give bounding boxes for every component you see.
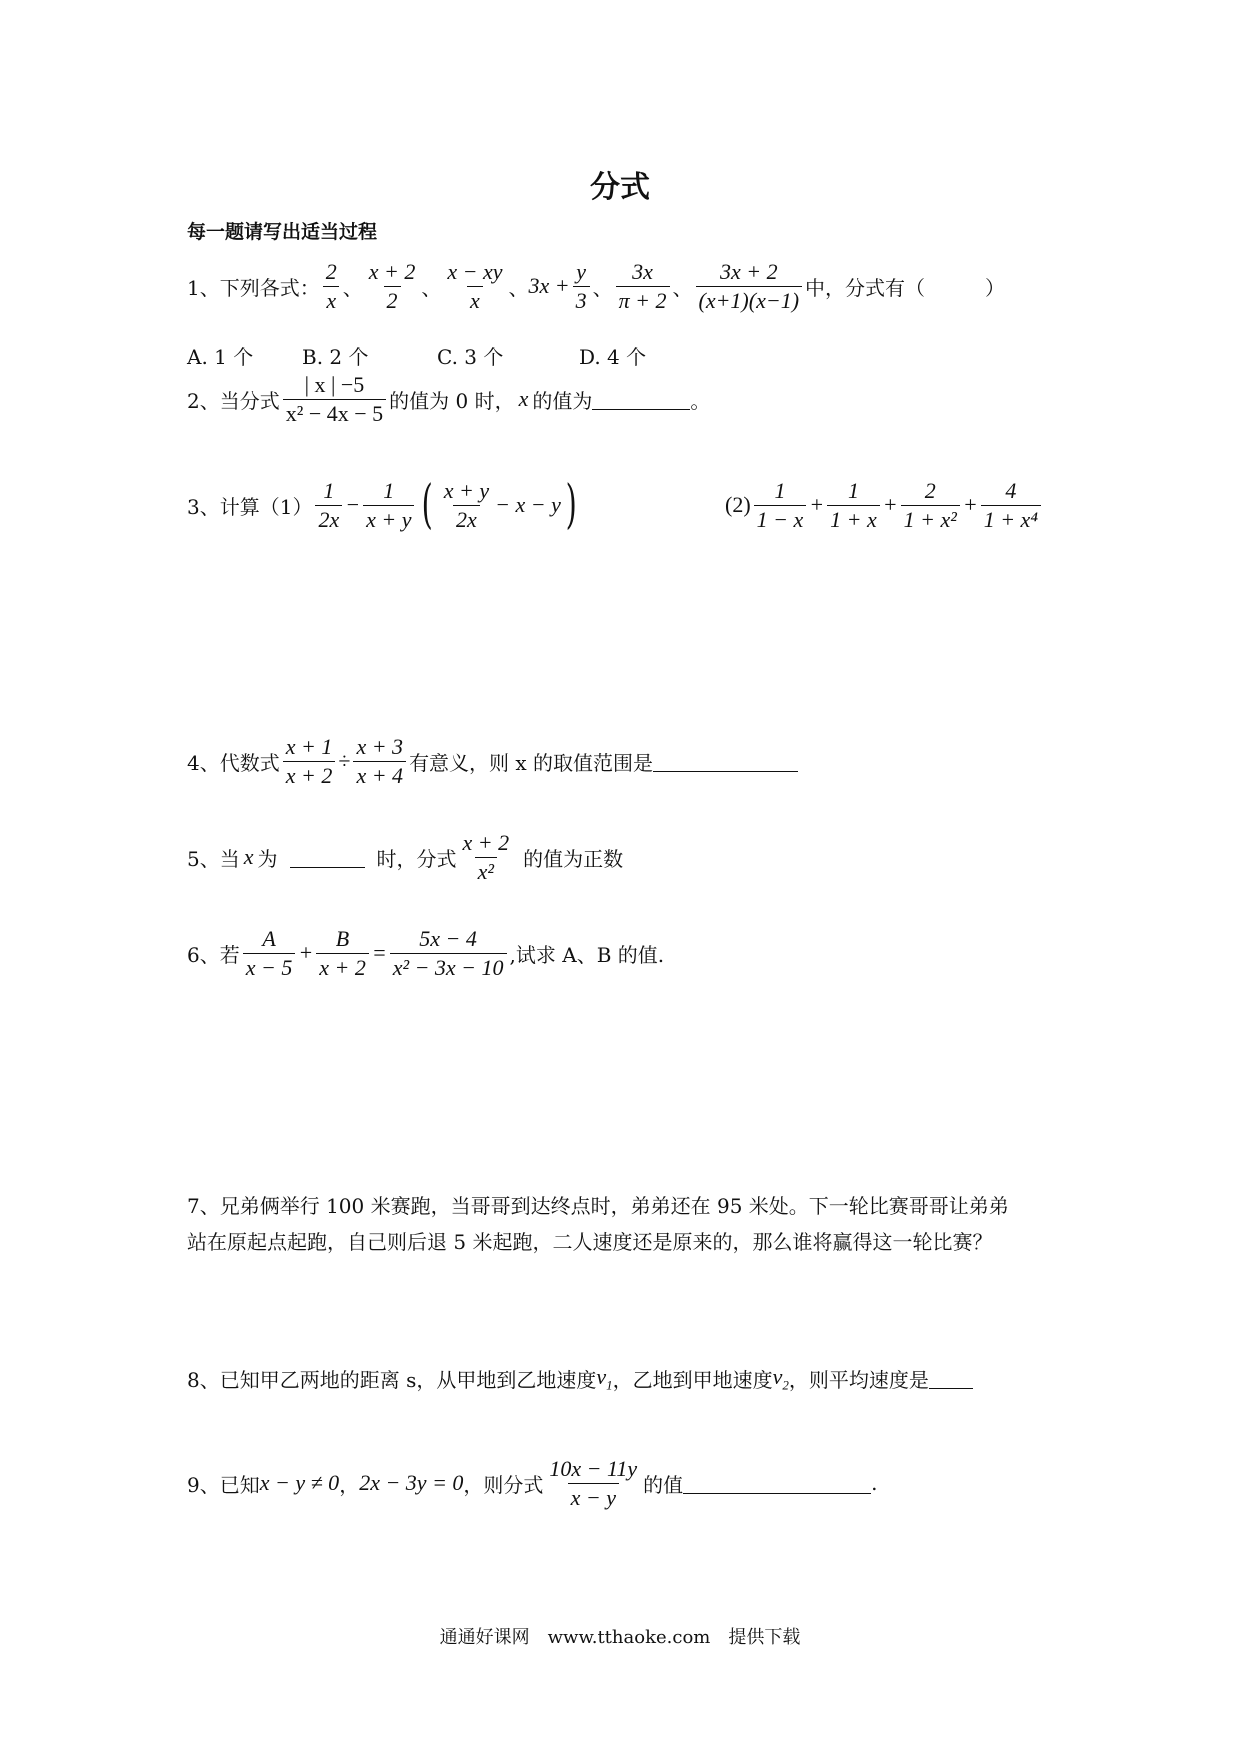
q8-answer-blank[interactable] xyxy=(929,1368,973,1389)
q1-fraction-1: $\frac{2}{x}$ xyxy=(323,258,340,314)
page-title: 分式 xyxy=(590,170,650,205)
q3-p2-fraction-4: $\frac{4}{\text{1 + x⁴}}$ xyxy=(981,477,1041,533)
q1-expr-4: 3x + xyxy=(528,273,570,298)
question-9: 9、已知 x − y ≠ 0 ， 2x − 3y = 0 ，则分式 $\frac{10x - 11y}{x - y}$ 的值 . xyxy=(187,1456,878,1510)
q3-p2-fraction-2: $\frac{1}{1 + x}$ xyxy=(827,477,880,533)
q3-p1-fraction-1: $\frac{1}{2x}$ xyxy=(315,477,342,533)
q1-option-b: B. 2 个 xyxy=(302,345,369,369)
footer: 通通好课网 www.tthaoke.com 提供下载 xyxy=(439,1627,801,1648)
question-5: 5、当 x 为 时，分式 $\frac{x + 2}{\text{x²}}$ 的值为正数 xyxy=(187,830,624,884)
q5-fraction: $\frac{x + 2}{\text{x²}}$ xyxy=(462,830,510,884)
q6-fraction-2: $\frac{B}{x + 2}$ xyxy=(316,925,369,981)
q1-fraction-5: $\frac{3x}{\pi + 2}$ xyxy=(616,258,670,314)
q1-fraction-6: $\frac{3x + 2}{(x+1)(x-1)}$ xyxy=(696,258,803,314)
q4-answer-blank[interactable] xyxy=(653,751,798,772)
question-3-part-2: (2) $\frac{1}{1 - x}$ + $\frac{1}{1 + x}$ + $\frac{2}{\text{1 + x²}}$ + $\frac{4}{\text{1 + x⁴}}$ xyxy=(725,477,1044,533)
q6-fraction-3: $\frac{5x - 4}{\text{x² − 3x − 10}}$ xyxy=(390,925,507,981)
q4-fraction-1: $\frac{x + 1}{x + 2}$ xyxy=(283,733,336,789)
question-7-line-1: 7、兄弟俩举行 100 米赛跑，当哥哥到达终点时，弟弟还在 95 米处。下一轮比赛哥哥让弟弟 xyxy=(187,1194,1009,1218)
q1-fraction-2: $\frac{x + 2}{2}$ xyxy=(368,259,416,313)
question-3-part-1: 3、计算（1） $\frac{1}{2x}$ − $\frac{1}{x + y}$ ( $\frac{x + y}{2x}$ − x − y ) xyxy=(187,475,577,535)
q4-fraction-2: $\frac{x + 3}{x + 4}$ xyxy=(353,733,406,789)
q3-p2-fraction-3: $\frac{2}{\text{1 + x²}}$ xyxy=(901,477,960,533)
q8-v2: $v_2$ xyxy=(772,1364,789,1393)
question-6: 6、若 $\frac{A}{x - 5}$ + $\frac{B}{x + 2}$ = $\frac{5x - 4}{\text{x² − 3x − 10}}$ ,试求 A、B 的值. xyxy=(187,926,665,980)
question-8: 8、已知甲乙两地的距离 s，从甲地到乙地速度 $v_1$ ，乙地到甲地速度 $v_2$ ，则平均速度是 xyxy=(187,1364,973,1393)
question-1: 1、下列各式： $\frac{2}{x}$ 、 $\frac{x + 2}{2}$ 、 $\frac{x - xy}{x}$ 、 3x + $\frac{y}{3}$ 、 $\frac{3x}{\pi + 2}$ 、 $\frac{3x + 2}{(x+1)(x-1)}$ 中，分式有（ ） xyxy=(187,259,1006,313)
q3-p1-fraction-2: $\frac{1}{x + y}$ xyxy=(363,477,414,533)
q6-fraction-1: $\frac{A}{x - 5}$ xyxy=(243,925,296,981)
q1-option-c: C. 3 个 xyxy=(437,345,504,369)
q3-p1-fraction-3: $\frac{x + y}{2x}$ xyxy=(443,478,490,532)
q1-fraction-4: $\frac{y}{3}$ xyxy=(573,258,590,314)
q9-answer-blank[interactable] xyxy=(683,1473,871,1494)
instruction: 每一题请写出适当过程 xyxy=(187,221,378,243)
q9-fraction: $\frac{10x - 11y}{x - y}$ xyxy=(549,1456,638,1510)
q5-answer-blank[interactable] xyxy=(290,847,365,868)
question-2: 2、当分式 $\frac{| x | -5}{\text{x² − 4x − 5}}$ 的值为 0 时， x 的值为 。 xyxy=(187,372,711,426)
question-4: 4、代数式 $\frac{x + 1}{x + 2}$ ÷ $\frac{x + 3}{x + 4}$ 有意义，则 x 的取值范围是 xyxy=(187,733,798,789)
q1-suffix: 中，分式有（ ） xyxy=(805,275,1006,300)
q1-option-a: A. 1 个 xyxy=(187,345,254,369)
q2-fraction: $\frac{| x | -5}{\text{x² − 4x − 5}}$ xyxy=(283,371,386,427)
q8-v1: $v_1$ xyxy=(596,1364,613,1393)
q1-prefix: 1、下列各式： xyxy=(187,275,320,300)
q1-fraction-3: $\frac{x - xy}{x}$ xyxy=(447,259,503,313)
q1-option-d: D. 4 个 xyxy=(579,345,647,369)
q3-p2-fraction-1: $\frac{1}{1 - x}$ xyxy=(754,477,807,533)
q2-answer-blank[interactable] xyxy=(592,389,690,410)
question-7-line-2: 站在原起点起跑，自己则后退 5 米起跑，二人速度还是原来的，那么谁将赢得这一轮比赛？ xyxy=(187,1230,993,1254)
